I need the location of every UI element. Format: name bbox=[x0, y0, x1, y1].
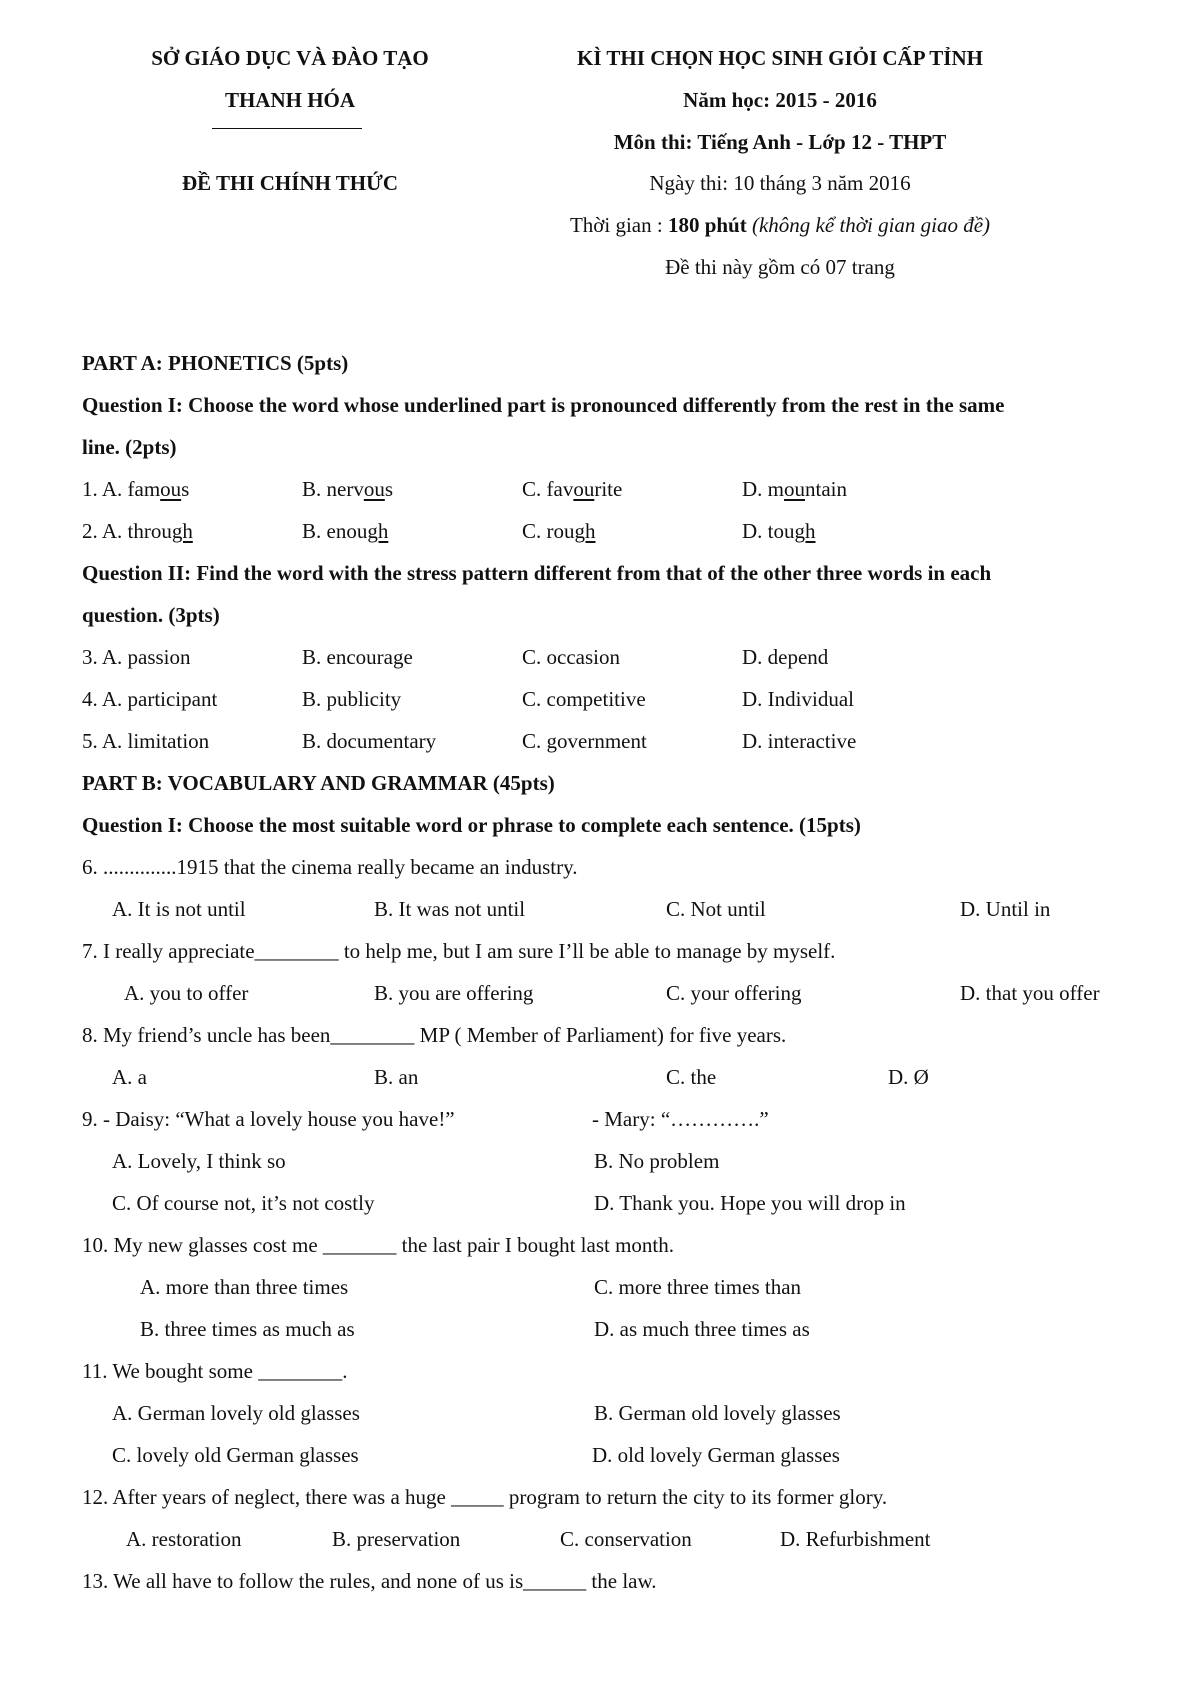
option-d: D. mountain bbox=[742, 477, 847, 501]
option-b: B. nervous bbox=[302, 477, 394, 501]
option-c: C. government bbox=[522, 729, 647, 753]
part-b-question-1-instruction: Question I: Choose the most suitable word or phrase to complete each sentence. (15pts) bbox=[82, 813, 861, 837]
option-c: C. rough bbox=[522, 519, 596, 543]
q12-option-d: D. Refurbishment bbox=[780, 1527, 931, 1551]
q6-option-d: D. Until in bbox=[960, 897, 1051, 921]
q12-option-c: C. conservation bbox=[560, 1527, 692, 1551]
option-d: D. interactive bbox=[742, 729, 857, 753]
option-b: B. documentary bbox=[302, 729, 437, 753]
option-a: 3. A. passion bbox=[82, 645, 191, 669]
question-6: 6. ..............1915 that the cinema really became an industry. bbox=[82, 855, 578, 879]
q8-option-a: A. a bbox=[112, 1065, 147, 1089]
q8-option-b: B. an bbox=[374, 1065, 419, 1089]
option-c: C. occasion bbox=[522, 645, 620, 669]
q7-option-a: A. you to offer bbox=[124, 981, 249, 1005]
question-10: 10. My new glasses cost me _______ the last pair I bought last month. bbox=[82, 1233, 675, 1257]
q7-option-b: B. you are offering bbox=[374, 981, 534, 1005]
question-12: 12. After years of neglect, there was a huge _____ program to return the city to its former glory. bbox=[82, 1485, 888, 1509]
q7-option-d: D. that you offer bbox=[960, 981, 1100, 1005]
option-b: B. publicity bbox=[302, 687, 402, 711]
q10-option-b: B. three times as much as bbox=[140, 1317, 355, 1341]
exam-date: Ngày thi: 10 tháng 3 năm 2016 bbox=[649, 171, 911, 195]
question-8: 8. My friend’s uncle has been________ MP ( Member of Parliament) for five years. bbox=[82, 1023, 787, 1047]
option-c: C. competitive bbox=[522, 687, 646, 711]
question-9-reply: - Mary: “………….” bbox=[592, 1107, 769, 1131]
q11-option-c: C. lovely old German glasses bbox=[112, 1443, 359, 1467]
exam-title: KÌ THI CHỌN HỌC SINH GIỎI CẤP TỈNH bbox=[577, 46, 983, 70]
option-a: 1. A. famous bbox=[82, 477, 190, 501]
q6-option-a: A. It is not until bbox=[112, 897, 246, 921]
exam-duration: Thời gian : 180 phút (không kể thời gian giao đề) bbox=[569, 213, 991, 237]
q9-option-d: D. Thank you. Hope you will drop in bbox=[594, 1191, 906, 1215]
q10-option-c: C. more three times than bbox=[594, 1275, 802, 1299]
q8-option-c: C. the bbox=[666, 1065, 717, 1089]
option-d: D. tough bbox=[742, 519, 816, 543]
q10-option-d: D. as much three times as bbox=[594, 1317, 810, 1341]
header-divider bbox=[212, 128, 362, 129]
question-2-instruction-cont: question. (3pts) bbox=[82, 603, 220, 627]
province-name: THANH HÓA bbox=[224, 88, 356, 112]
page-count: Đề thi này gồm có 07 trang bbox=[665, 255, 895, 279]
q9-option-b: B. No problem bbox=[594, 1149, 720, 1173]
question-9: 9. - Daisy: “What a lovely house you have!” bbox=[82, 1107, 455, 1131]
department-name: SỞ GIÁO DỤC VÀ ĐÀO TẠO bbox=[151, 46, 429, 70]
option-d: D. depend bbox=[742, 645, 829, 669]
part-a-title: PART A: PHONETICS (5pts) bbox=[82, 351, 349, 375]
option-a: 4. A. participant bbox=[82, 687, 218, 711]
question-1-instruction-cont: line. (2pts) bbox=[82, 435, 177, 459]
q9-option-c: C. Of course not, it’s not costly bbox=[112, 1191, 375, 1215]
option-d: D. Individual bbox=[742, 687, 854, 711]
q12-option-a: A. restoration bbox=[126, 1527, 242, 1551]
option-a: 2. A. through bbox=[82, 519, 193, 543]
question-1-instruction: Question I: Choose the word whose underlined part is pronounced differently from the rest in the same bbox=[82, 393, 1005, 417]
q12-option-b: B. preservation bbox=[332, 1527, 461, 1551]
option-c: C. favourite bbox=[522, 477, 623, 501]
question-7: 7. I really appreciate________ to help me, but I am sure I’ll be able to manage by myself. bbox=[82, 939, 836, 963]
q7-option-c: C. your offering bbox=[666, 981, 802, 1005]
q11-option-b: B. German old lovely glasses bbox=[594, 1401, 841, 1425]
question-2-instruction: Question II: Find the word with the stress pattern different from that of the other three words in each bbox=[82, 561, 992, 585]
q6-option-c: C. Not until bbox=[666, 897, 766, 921]
q11-option-a: A. German lovely old glasses bbox=[112, 1401, 360, 1425]
exam-subject: Môn thi: Tiếng Anh - Lớp 12 - THPT bbox=[613, 130, 947, 154]
official-exam-label: ĐỀ THI CHÍNH THỨC bbox=[181, 171, 399, 195]
q8-option-d: D. Ø bbox=[888, 1065, 929, 1089]
q11-option-d: D. old lovely German glasses bbox=[592, 1443, 840, 1467]
option-b: B. encourage bbox=[302, 645, 413, 669]
school-year: Năm học: 2015 - 2016 bbox=[683, 88, 877, 112]
q6-option-b: B. It was not until bbox=[374, 897, 526, 921]
option-b: B. enough bbox=[302, 519, 389, 543]
option-a: 5. A. limitation bbox=[82, 729, 210, 753]
question-13: 13. We all have to follow the rules, and none of us is______ the law. bbox=[82, 1569, 657, 1593]
part-b-title: PART B: VOCABULARY AND GRAMMAR (45pts) bbox=[82, 771, 555, 795]
q10-option-a: A. more than three times bbox=[140, 1275, 349, 1299]
question-11: 11. We bought some ________. bbox=[82, 1359, 348, 1383]
q9-option-a: A. Lovely, I think so bbox=[112, 1149, 286, 1173]
